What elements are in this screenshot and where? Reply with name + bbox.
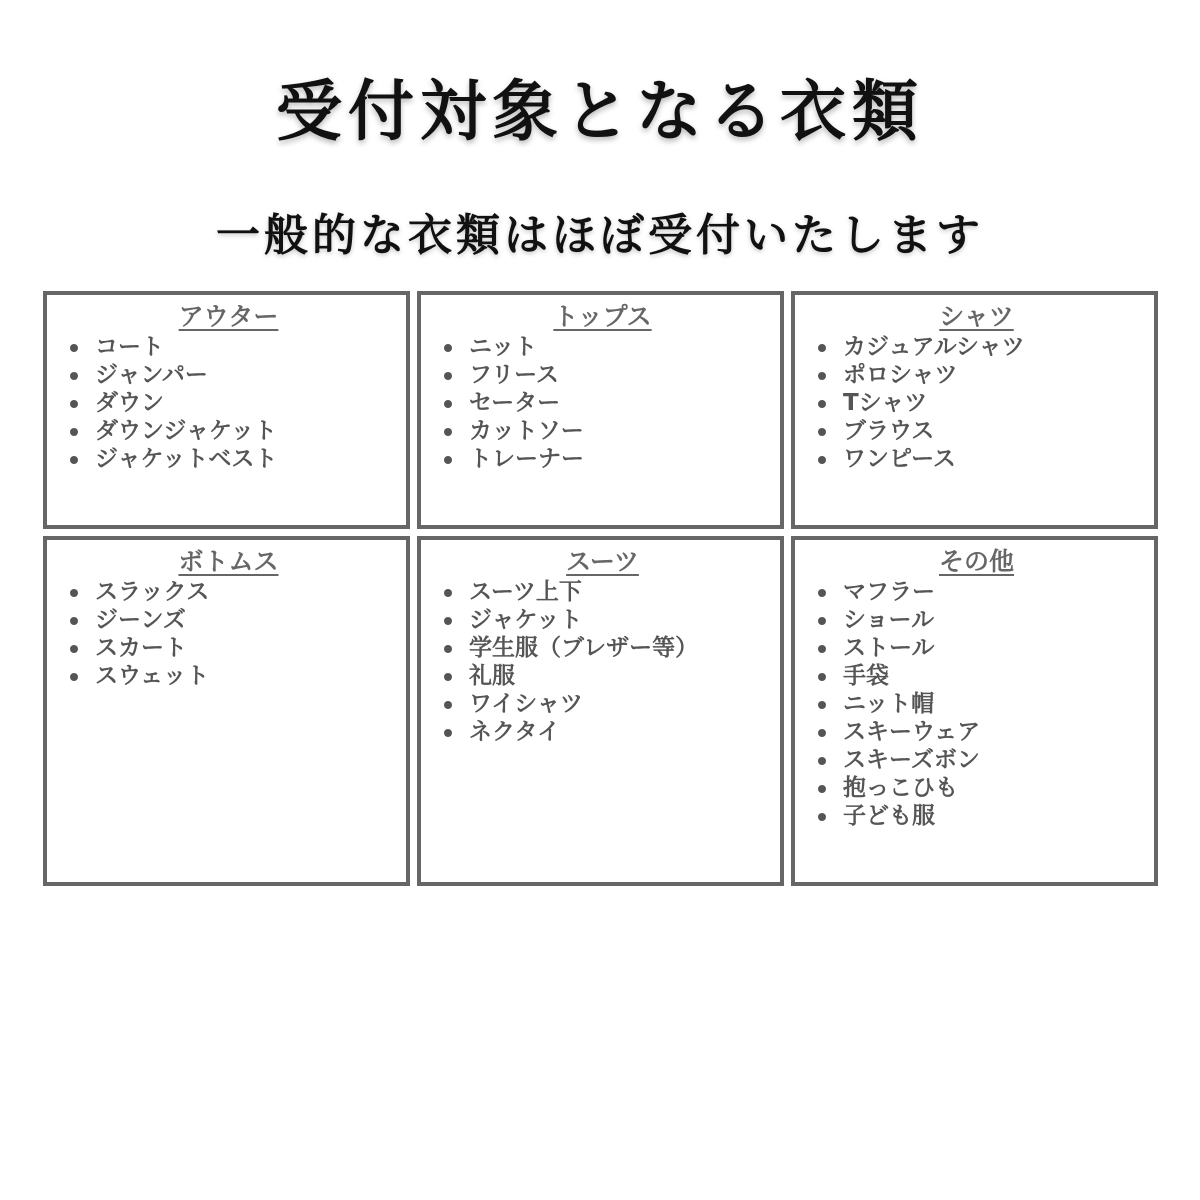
list-item: 子ども服 bbox=[811, 802, 1142, 830]
category-item-list bbox=[63, 333, 394, 473]
category-item-list bbox=[63, 578, 394, 690]
list-item: Tシャツ bbox=[811, 389, 1142, 417]
category-title: その他 bbox=[938, 547, 1014, 576]
category-card-shirts bbox=[791, 291, 1158, 529]
category-item-list bbox=[811, 333, 1142, 473]
list-item: スラックス bbox=[63, 578, 394, 606]
list-item: マフラー bbox=[811, 578, 1142, 606]
category-title: スーツ bbox=[566, 547, 639, 576]
category-card-suits bbox=[417, 536, 784, 886]
list-item: 学生服（ブレザー等） bbox=[437, 634, 768, 662]
list-item: カジュアルシャツ bbox=[811, 333, 1142, 361]
list-item: スカート bbox=[63, 634, 394, 662]
list-item: ニット帽 bbox=[811, 690, 1142, 718]
list-item: 抱っこひも bbox=[811, 774, 1142, 802]
list-item: ニット bbox=[437, 333, 768, 361]
category-card-tops bbox=[417, 291, 784, 529]
category-title: ボトムス bbox=[178, 547, 279, 576]
list-item: セーター bbox=[437, 389, 768, 417]
list-item: ワンピース bbox=[811, 445, 1142, 473]
category-title: アウター bbox=[178, 302, 279, 331]
list-item: フリース bbox=[437, 361, 768, 389]
list-item: ダウン bbox=[63, 389, 394, 417]
list-item: ダウンジャケット bbox=[63, 417, 394, 445]
list-item: コート bbox=[63, 333, 394, 361]
category-card-bottoms bbox=[43, 536, 410, 886]
list-item: スキーズボン bbox=[811, 746, 1142, 774]
category-item-list bbox=[437, 578, 768, 746]
category-grid bbox=[43, 291, 1158, 886]
list-item: ポロシャツ bbox=[811, 361, 1142, 389]
list-item: トレーナー bbox=[437, 445, 768, 473]
list-item: スーツ上下 bbox=[437, 578, 768, 606]
category-title: トップス bbox=[553, 302, 652, 331]
list-item: スキーウェア bbox=[811, 718, 1142, 746]
list-item: ショール bbox=[811, 606, 1142, 634]
category-item-list bbox=[811, 578, 1142, 830]
page-title: 受付対象となる衣類 bbox=[276, 73, 924, 150]
list-item: 礼服 bbox=[437, 662, 768, 690]
list-item: ジャケットベスト bbox=[63, 445, 394, 473]
category-card-other bbox=[791, 536, 1158, 886]
list-item: 手袋 bbox=[811, 662, 1142, 690]
list-item: ジャンパー bbox=[63, 361, 394, 389]
list-item: カットソー bbox=[437, 417, 768, 445]
list-item: スウェット bbox=[63, 662, 394, 690]
category-title: シャツ bbox=[939, 302, 1014, 331]
category-card-outer bbox=[43, 291, 410, 529]
list-item: ネクタイ bbox=[437, 718, 768, 746]
list-item: ストール bbox=[811, 634, 1142, 662]
page-subtitle: 一般的な衣類はほぼ受付いたします bbox=[216, 210, 984, 261]
category-item-list bbox=[437, 333, 768, 473]
list-item: ワイシャツ bbox=[437, 690, 768, 718]
list-item: ジーンズ bbox=[63, 606, 394, 634]
list-item: ブラウス bbox=[811, 417, 1142, 445]
list-item: ジャケット bbox=[437, 606, 768, 634]
